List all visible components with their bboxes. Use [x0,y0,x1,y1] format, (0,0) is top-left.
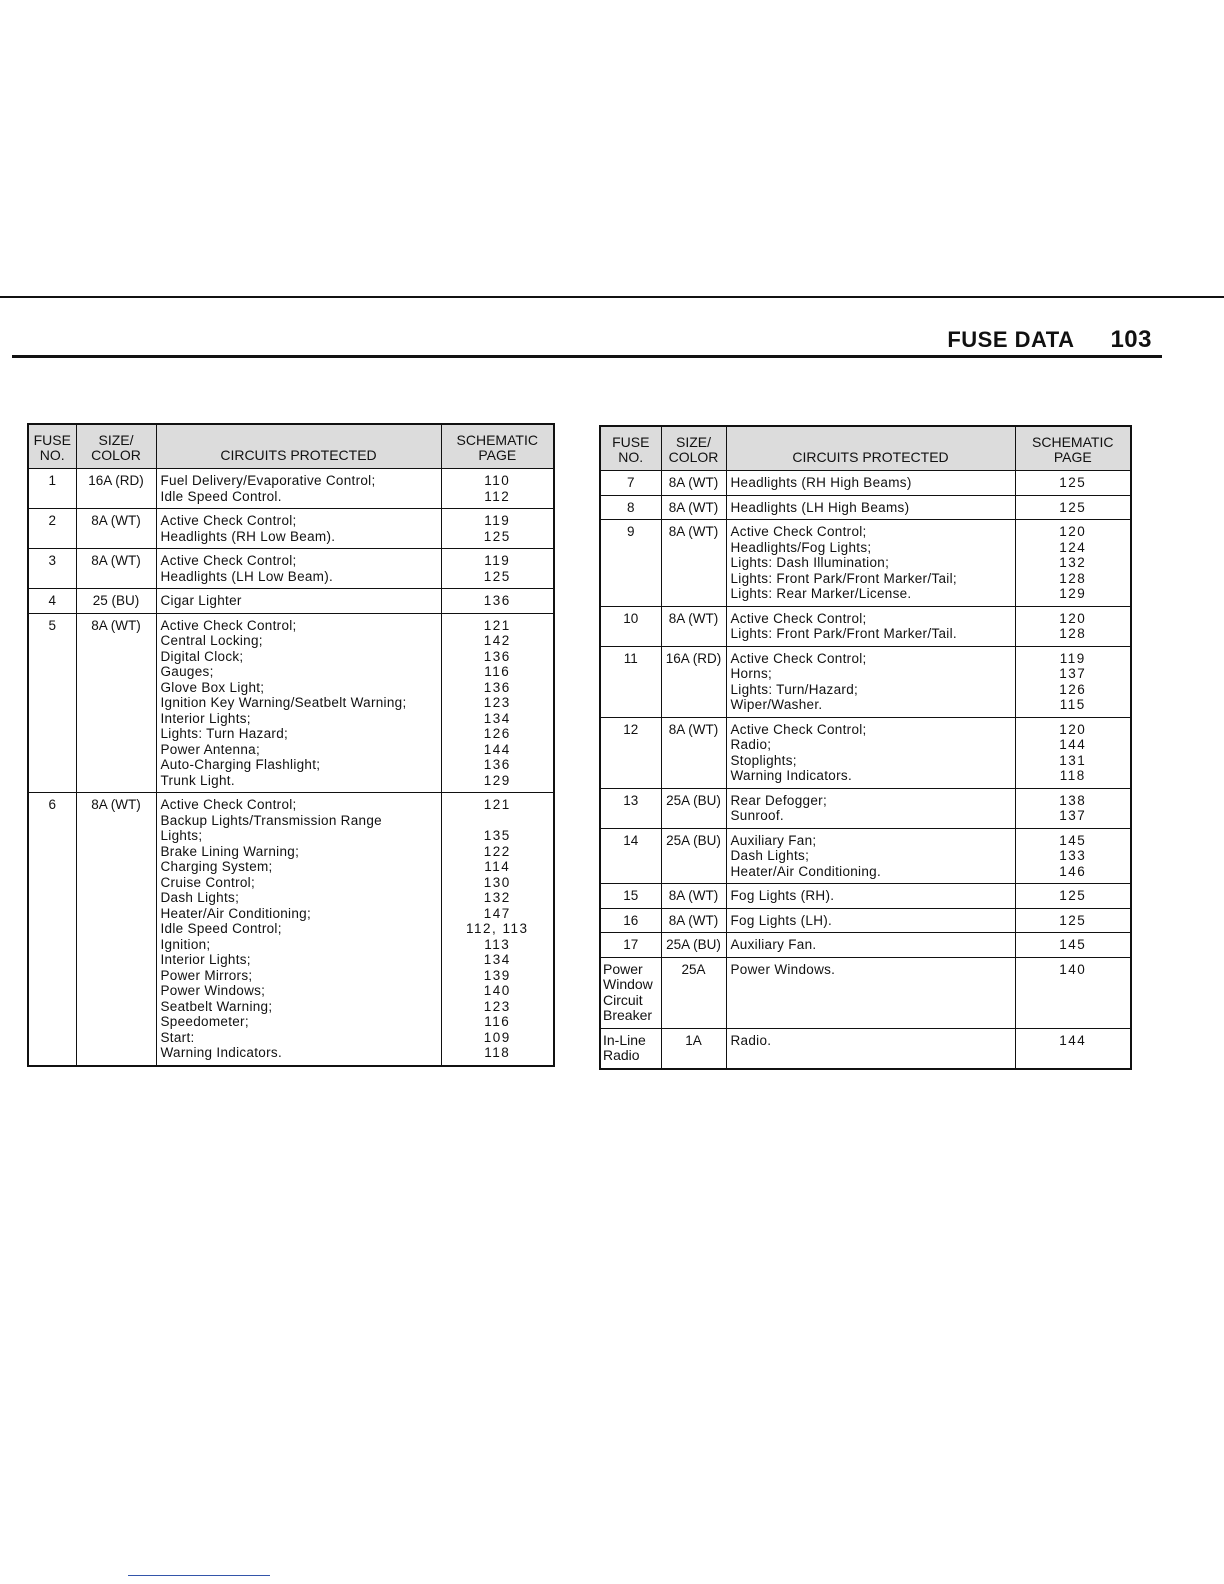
schematic-page-number: 128 [1059,570,1087,586]
circuit-line: Lights: Dash Illumination; [730,555,890,570]
page-title: FUSE DATA [947,327,1075,352]
circuit-line: Power Windows; [160,983,266,998]
circuit-line: Warning Indicators. [160,1045,282,1060]
circuits-cell [156,509,441,549]
header-circuits: CIRCUITS PROTECTED [726,426,1015,471]
schematic-page-cell [441,549,554,589]
table-row [600,717,1131,788]
fuse-number-cell: 3 [28,549,76,589]
table-row [28,613,554,793]
schematic-page-number: 145 [1059,832,1087,848]
circuit-line: Ignition Key Warning/Seatbelt Warning; [160,695,407,710]
schematic-page-number: 121 [483,617,511,633]
header-fuse-no: FUSE NO. [600,426,661,471]
fuse-table-right-body [600,471,1131,1069]
circuit-line: Gauges; [160,664,214,679]
schematic-page-cell [441,613,554,793]
circuit-line: Speedometer; [160,1014,249,1029]
schematic-page-number: 142 [483,633,511,648]
schematic-page-number: 116 [484,664,511,679]
table-row [28,589,554,614]
circuit-line: Active Check Control; [730,524,867,539]
circuit-line: Active Check Control; [730,650,867,666]
schematic-page-number: 124 [1059,539,1087,555]
table-row [600,495,1131,520]
header-schematic-page: SCHEMATIC PAGE [441,424,554,469]
circuit-line: Headlights (RH High Beams) [730,475,912,490]
circuit-line: Lights: Rear Marker/License. [730,586,912,601]
header-size-color: SIZE/ COLOR [661,426,726,471]
schematic-page-cell [1015,471,1131,496]
fuse-number-cell: 10 [600,606,661,646]
schematic-page-number: 139 [483,967,511,983]
schematic-page-number: 116 [484,1014,511,1029]
circuit-line: Horns; [730,666,773,681]
circuit-line: Start: [160,1029,195,1045]
circuit-line: Cigar Lighter [160,593,242,608]
schematic-page-number: 146 [1059,863,1087,879]
schematic-page-cell [1015,957,1131,1028]
schematic-page-number: 119 [1059,650,1086,666]
circuit-line: Radio. [730,1032,772,1048]
table-row [28,469,554,509]
fuse-size-cell: 8A (WT) [661,884,726,909]
schematic-page-number: 118 [484,1045,511,1060]
fuse-size-cell: 25A (BU) [661,933,726,958]
fuse-size-cell: 16A (RD) [76,469,156,509]
table-row [600,606,1131,646]
circuits-cell [726,471,1015,496]
circuit-line: Digital Clock; [160,648,244,664]
fuse-number-cell: 2 [28,509,76,549]
circuit-line: Lights: Front Park/Front Marker/Tail. [730,626,957,641]
fuse-size-cell: 25 (BU) [76,589,156,614]
circuits-cell [726,908,1015,933]
schematic-page-number: 138 [1059,792,1087,808]
circuit-line: Dash Lights; [160,890,240,905]
circuits-cell [156,549,441,589]
circuit-line: Heater/Air Conditioning. [730,863,882,879]
circuits-cell [726,828,1015,884]
circuit-line: Seatbelt Warning; [160,998,273,1014]
schematic-page-cell [1015,828,1131,884]
schematic-page-number: 123 [483,998,511,1014]
table-row [600,933,1131,958]
circuit-line: Sunroof. [730,808,784,823]
fuse-size-cell: 8A (WT) [661,908,726,933]
circuit-line: Lights; [160,828,203,843]
circuit-line: Headlights (LH Low Beam). [160,568,334,584]
fuse-number-cell: 11 [600,646,661,717]
circuit-line: Active Check Control; [160,797,297,812]
table-row [600,1028,1131,1069]
circuit-line: Heater/Air Conditioning; [160,905,312,921]
page-header [947,326,1152,354]
fuse-size-cell: 8A (WT) [76,613,156,793]
table-row [28,549,554,589]
circuit-line: Glove Box Light; [160,679,265,695]
schematic-page-number: 110 [484,473,511,488]
fuse-number-cell: 14 [600,828,661,884]
table-row [600,828,1131,884]
schematic-page-number: 140 [483,983,511,998]
circuit-line: Auxiliary Fan. [730,937,817,952]
circuit-line: Brake Lining Warning; [160,843,300,859]
circuits-cell [726,957,1015,1028]
circuits-cell [726,884,1015,909]
circuit-line: Idle Speed Control; [160,921,282,936]
fuse-number-cell: 15 [600,884,661,909]
table-row [28,793,554,1066]
fuse-number-cell: In-Line Radio [600,1028,661,1069]
circuits-cell [726,646,1015,717]
schematic-page-number: 147 [483,905,511,921]
circuit-line: Headlights/Fog Lights; [730,539,872,555]
fuse-number-cell: 7 [600,471,661,496]
schematic-page-number: 134 [483,952,511,967]
fuse-size-cell: 8A (WT) [76,549,156,589]
circuit-line: Headlights (LH High Beams) [730,499,910,515]
fuse-number-cell: 1 [28,469,76,509]
circuit-line: Wiper/Washer. [730,697,823,712]
schematic-page-number: 119 [484,513,511,528]
table-row [600,957,1131,1028]
circuit-line: Cruise Control; [160,874,256,890]
schematic-page-number: 126 [1059,681,1087,697]
schematic-page-number: 114 [484,859,511,874]
schematic-page-cell [1015,933,1131,958]
schematic-page-cell [1015,495,1131,520]
header-rule [12,355,1162,358]
circuit-line: Fog Lights (LH). [730,912,833,928]
fuse-number-cell: 4 [28,589,76,614]
header-size-color: SIZE/ COLOR [76,424,156,469]
circuit-line: Lights: Turn Hazard; [160,726,289,741]
schematic-page-number: 125 [1059,888,1087,903]
fuse-table-left [27,423,555,1067]
circuits-cell [726,788,1015,828]
circuit-line: Interior Lights; [160,710,251,726]
circuits-cell [726,933,1015,958]
circuit-line: Warning Indicators. [730,768,852,783]
fuse-number-cell: 13 [600,788,661,828]
schematic-page-number: 145 [1059,937,1087,952]
schematic-page-number: 144 [1059,1032,1087,1048]
fuse-number-cell: 6 [28,793,76,1066]
table-header-row [28,424,554,469]
schematic-page-number: 112 [484,488,511,504]
schematic-page-cell [441,509,554,549]
schematic-page-number: 136 [483,679,511,695]
circuit-line: Fog Lights (RH). [730,888,835,903]
schematic-page-number: 115 [1059,697,1086,712]
circuit-line: Lights: Turn/Hazard; [730,681,859,697]
table-row [600,908,1131,933]
schematic-page-cell [441,793,554,1066]
footer-rule [128,1575,270,1576]
circuits-cell [156,469,441,509]
schematic-page-number: 125 [1059,912,1087,928]
schematic-page-cell [1015,606,1131,646]
circuit-line: Interior Lights; [160,952,251,967]
schematic-page-number: 122 [483,843,511,859]
fuse-size-cell: 8A (WT) [76,509,156,549]
fuse-number-cell: 9 [600,520,661,607]
fuse-size-cell: 8A (WT) [76,793,156,1066]
fuse-size-cell: 8A (WT) [661,520,726,607]
header-fuse-no: FUSE NO. [28,424,76,469]
schematic-page-number: 129 [483,772,511,788]
fuse-number-cell: 12 [600,717,661,788]
fuse-number-cell: Power Window Circuit Breaker [600,957,661,1028]
circuit-line: Active Check Control; [160,553,297,568]
schematic-page-number: 125 [1059,499,1087,515]
schematic-page-number [446,813,550,829]
schematic-page-number: 113 [484,936,511,952]
fuse-number-cell: 8 [600,495,661,520]
table-row [600,884,1131,909]
schematic-page-number: 118 [1059,768,1086,783]
circuit-line: Active Check Control; [160,617,297,633]
page-number: 103 [1110,326,1152,353]
schematic-page-number: 121 [483,797,511,812]
schematic-page-cell [1015,908,1131,933]
header-schematic-page: SCHEMATIC PAGE [1015,426,1131,471]
circuit-line: Stoplights; [730,752,797,768]
schematic-page-number: 144 [1059,737,1087,752]
circuit-line: Central Locking; [160,633,263,648]
schematic-page-number: 129 [1059,586,1087,601]
schematic-page-cell [1015,788,1131,828]
fuse-size-cell: 25A [661,957,726,1028]
circuit-line: Power Windows. [730,961,836,977]
fuse-size-cell: 8A (WT) [661,495,726,520]
circuit-line: Idle Speed Control. [160,488,282,504]
circuit-line: Active Check Control; [730,721,867,737]
schematic-page-number: 120 [1059,524,1087,539]
table-row [600,788,1131,828]
schematic-page-number: 112, 113 [465,921,529,936]
schematic-page-number: 132 [1059,555,1087,570]
circuits-cell [156,589,441,614]
table-row [600,646,1131,717]
circuit-line: Trunk Light. [160,772,235,788]
schematic-page-number: 119 [484,553,511,568]
circuits-cell [726,495,1015,520]
fuse-number-cell: 17 [600,933,661,958]
circuit-line: Backup Lights/Transmission Range [160,812,382,828]
circuits-cell [156,793,441,1066]
circuit-line: Fuel Delivery/Evaporative Control; [160,473,376,488]
circuit-line: Lights: Front Park/Front Marker/Tail; [730,570,957,586]
schematic-page-number: 132 [483,890,511,905]
schematic-page-cell [1015,884,1131,909]
fuse-size-cell: 25A (BU) [661,788,726,828]
fuse-size-cell: 25A (BU) [661,828,726,884]
schematic-page-number: 126 [483,726,511,741]
circuits-cell [156,613,441,793]
schematic-page-cell [441,469,554,509]
circuit-line: Charging System; [160,859,273,874]
schematic-page-number: 134 [483,710,511,726]
schematic-page-number: 131 [1059,752,1087,768]
schematic-page-number: 137 [1059,666,1087,681]
schematic-page-number: 136 [483,757,511,772]
circuits-cell [726,520,1015,607]
fuse-size-cell: 8A (WT) [661,471,726,496]
circuits-cell [726,1028,1015,1069]
schematic-page-number: 125 [483,568,511,584]
schematic-page-number: 125 [483,528,511,544]
fuse-table-right [599,425,1132,1070]
schematic-page-cell [1015,1028,1131,1069]
schematic-page-number: 123 [483,695,511,710]
fuse-size-cell: 16A (RD) [661,646,726,717]
fuse-number-cell: 5 [28,613,76,793]
schematic-page-cell [1015,520,1131,607]
circuit-line: Active Check Control; [730,610,867,626]
schematic-page-number: 120 [1059,721,1087,737]
header-circuits: CIRCUITS PROTECTED [156,424,441,469]
schematic-page-number: 135 [483,828,511,843]
circuits-cell [726,717,1015,788]
schematic-page-number: 130 [483,874,511,890]
circuit-line: Active Check Control; [160,513,297,528]
fuse-size-cell: 8A (WT) [661,717,726,788]
circuit-line: Power Antenna; [160,741,261,757]
schematic-page-cell [1015,717,1131,788]
schematic-page-cell [441,589,554,614]
fuse-size-cell: 1A [661,1028,726,1069]
fuse-size-cell: 8A (WT) [661,606,726,646]
table-row [600,471,1131,496]
schematic-page-number: 137 [1059,808,1087,823]
schematic-page-number: 140 [1059,961,1087,977]
table-row [28,509,554,549]
table-header-row [600,426,1131,471]
circuit-line: Headlights (RH Low Beam). [160,528,336,544]
schematic-page-number: 136 [483,593,511,608]
schematic-page-number: 144 [483,741,511,757]
fuse-table-left-body [28,469,554,1066]
circuit-line: Power Mirrors; [160,967,253,983]
schematic-page-number: 128 [1059,626,1087,641]
schematic-page-number: 125 [1059,475,1087,490]
circuit-line: Radio; [730,737,772,752]
fuse-number-cell: 16 [600,908,661,933]
circuit-line: Auto-Charging Flashlight; [160,757,321,772]
schematic-page-number: 109 [483,1029,511,1045]
schematic-page-number: 136 [483,648,511,664]
schematic-page-number: 120 [1059,610,1087,626]
circuits-cell [726,606,1015,646]
circuit-line: Ignition; [160,936,211,952]
top-rule [0,296,1224,298]
schematic-page-number: 133 [1059,848,1087,863]
table-row [600,520,1131,607]
circuit-line: Rear Defogger; [730,792,827,808]
circuit-line: Auxiliary Fan; [730,832,817,848]
circuit-line: Dash Lights; [730,848,810,863]
schematic-page-cell [1015,646,1131,717]
